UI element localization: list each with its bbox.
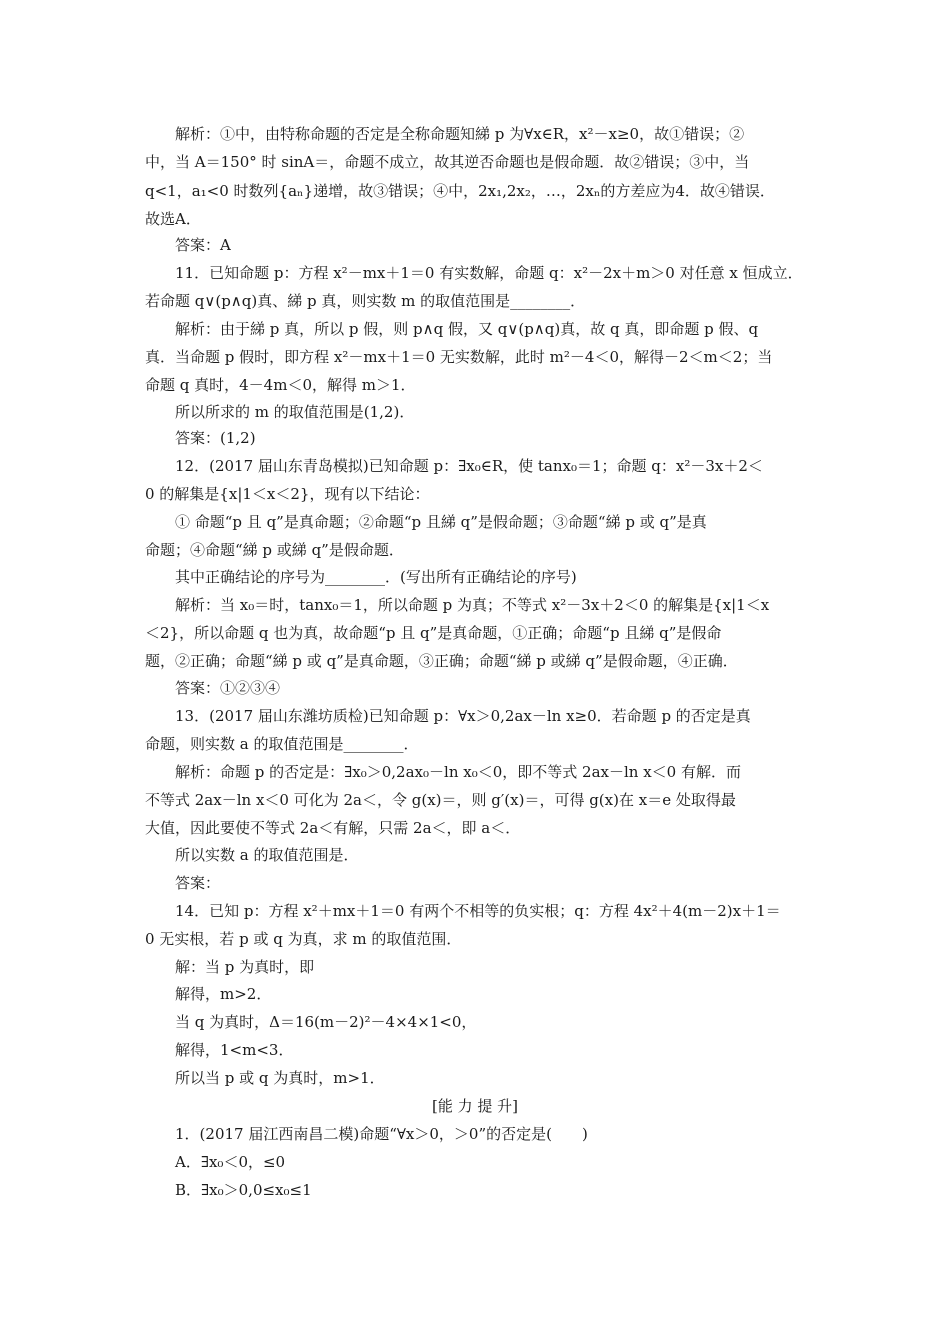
- text-line: 1．(2017 届江西南昌二模)命题“∀x＞0，＞0”的否定是( ): [175, 1125, 588, 1143]
- text-line: 解析：由于綈 p 真，所以 p 假，则 p∧q 假，又 q∨(p∧q)真，故 q 真，即命题 p 假、q: [175, 320, 759, 338]
- text-line: 答案：①②③④: [175, 679, 281, 697]
- text-line: ＜2}，所以命题 q 也为真，故命题“p 且 q”是真命题，①正确；命题“p 且綈 q”是假命: [145, 624, 722, 642]
- text-line: 解析：命题 p 的否定是：∃x₀＞0,2ax₀－ln x₀＜0，即不等式 2ax－ln x＜0 有解．而: [175, 763, 741, 781]
- text-line: 解析：①中，由特称命题的否定是全称命题知綈 p 为∀x∈R，x²－x≥0，故①错误；②: [175, 125, 745, 143]
- text-line: 13．(2017 届山东潍坊质检)已知命题 p：∀x＞0,2ax－ln x≥0．若命题 p 的否定是真: [175, 707, 751, 725]
- section-heading: [能 力 提 升]: [431, 1097, 518, 1115]
- text-line: 所以所求的 m 的取值范围是(1,2)．: [175, 403, 415, 421]
- text-line: 解析：当 x₀＝时，tanx₀＝1，所以命题 p 为真；不等式 x²－3x＋2＜0 的解集是{x|1＜x: [175, 596, 770, 614]
- text-line: B．∃x₀＞0,0≤x₀≤1: [175, 1181, 312, 1199]
- text-line: 14．已知 p：方程 x²＋mx＋1＝0 有两个不相等的负实根；q：方程 4x²＋4(m－2)x＋1＝: [175, 902, 781, 920]
- text-line: 命题；④命题“綈 p 或綈 q”是假命题．: [145, 541, 404, 559]
- text-line: 0 的解集是{x|1＜x＜2}，现有以下结论：: [145, 485, 430, 503]
- text-line: 题，②正确；命题“綈 p 或 q”是真命题，③正确；命题“綈 p 或綈 q”是假命题，④正确．: [145, 652, 738, 670]
- text-line: 中，当 A＝150° 时 sinA＝，命题不成立，故其逆否命题也是假命题．故②错误；③中，当: [145, 153, 750, 171]
- text-line: 答案：A: [175, 236, 231, 254]
- text-line: 真．当命题 p 假时，即方程 x²－mx＋1＝0 无实数解，此时 m²－4＜0，解得－2＜m＜2；当: [145, 348, 773, 366]
- text-line: q<1，a₁<0 时数列{aₙ}递增，故③错误；④中，2x₁,2x₂，…，2xₙ的方差应为4．故④错误．: [145, 182, 775, 200]
- text-line: 故选A．: [145, 210, 201, 228]
- text-line: 所以当 p 或 q 为真时，m>1．: [175, 1069, 385, 1087]
- text-line: A．∃x₀＜0，≤0: [175, 1153, 286, 1171]
- text-line: 不等式 2ax－ln x＜0 可化为 2a＜，令 g(x)＝，则 g′(x)＝，可得 g(x)在 x＝e 处取得最: [145, 791, 736, 809]
- text-line: 答案：: [175, 874, 221, 892]
- text-line: 命题 q 真时，4－4m＜0，解得 m＞1．: [145, 376, 416, 394]
- text-line: 当 q 为真时，Δ＝16(m－2)²－4×4×1<0，: [175, 1013, 477, 1031]
- text-line: 解得，1<m<3．: [175, 1041, 294, 1059]
- text-line: 答案：(1,2): [175, 429, 256, 447]
- text-line: 若命题 q∨(p∧q)真、綈 p 真，则实数 m 的取值范围是________．: [145, 292, 586, 310]
- text-line: 其中正确结论的序号为________．(写出所有正确结论的序号): [175, 568, 577, 586]
- text-line: 11．已知命题 p：方程 x²－mx＋1＝0 有实数解，命题 q：x²－2x＋m＞0 对任意 x 恒成立．: [175, 264, 803, 282]
- text-line: 所以实数 a 的取值范围是．: [175, 846, 359, 864]
- text-line: ① 命题“p 且 q”是真命题；②命题“p 且綈 q”是假命题；③命题“綈 p 或 q”是真: [175, 513, 707, 531]
- text-line: 解得，m>2．: [175, 985, 272, 1003]
- text-line: 解：当 p 为真时，即: [175, 958, 315, 976]
- text-line: 大值，因此要使不等式 2a＜有解，只需 2a＜，即 a＜．: [145, 819, 521, 837]
- text-line: 命题，则实数 a 的取值范围是________．: [145, 735, 419, 753]
- text-line: 0 无实根，若 p 或 q 为真，求 m 的取值范围．: [145, 930, 462, 948]
- text-line: 12．(2017 届山东青岛模拟)已知命题 p：∃x₀∈R，使 tanx₀＝1；命题 q：x²－3x＋2＜: [175, 457, 763, 475]
